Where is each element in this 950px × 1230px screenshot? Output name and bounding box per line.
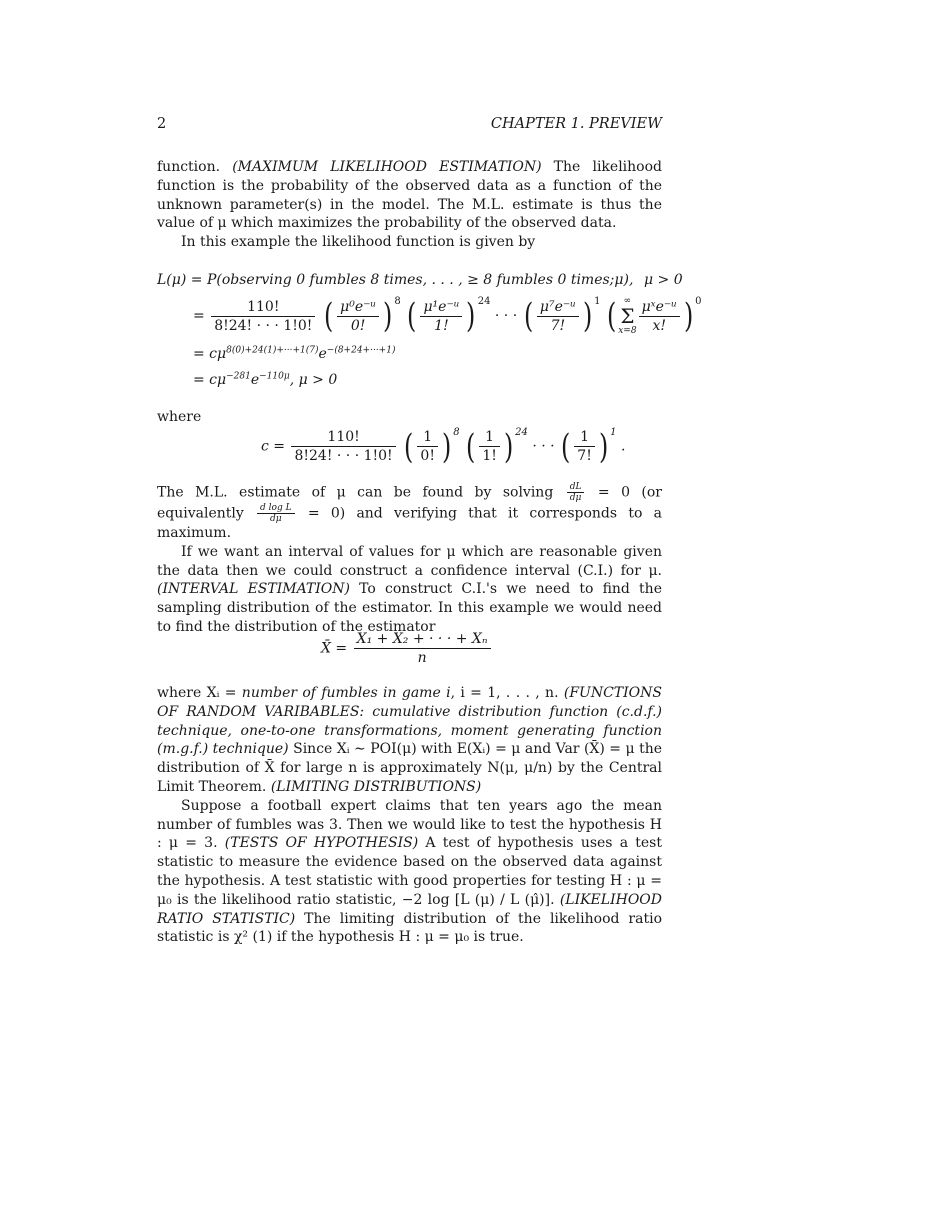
topic-tag: (TESTS OF HYPOTHESIS) [224,835,419,852]
running-header [157,116,662,136]
likelihood-line-3: = $c\mu^{8(0)+24(1)+\cdot\cdot\cdot+1(7)}e^{-(8+24+\cdot\cdot\cdot+1)}$ [193,345,396,362]
paragraph-interval-estimation: If we want an interval of values for μ which are reasonable given the data then we could construct a confidence interval (C.I.) for μ. (INTERVAL ESTIMATION) To construct C.I.'s we need to find the sampling distribution of the estimator. In this example we would need to find the distribution of the estimator [157,543,662,635]
paragraph-functions: where Xᵢ = number of fumbles in game i, i = 1, . . . , n. (FUNCTIONS OF RANDOM VARIBABLES: cumulative distribution function (c.d.f.) technique, one-to-one transformations, moment generating function (m.g.f.) technique) Since Xᵢ ∼ POI(μ) with E(Xᵢ) = μ and Var (X̄) = μ the distribution of X̄ for large n is approximately N(μ, μ/n) by the Central Limit Theorem. (LIMITING DISTRIBUTIONS) Suppose a football expert claims that ten years ago the mean number of fumbles was 3. Then we would like to test the hypothesis H : μ = 3. (TESTS OF HYPOTHESIS) A test of hypothesis uses a test statistic to measure the evidence based on the observed data against the hypothesis. A test statistic with good properties for testing H : μ = μ₀ is the likelihood ratio statistic, −2 log [L (μ) / L (μ̂)]. (LIKELIHOOD RATIO STATISTIC) The limiting distribution of the likelihood ratio statistic is χ² (1) if the hypothesis H : μ = μ₀ is true. [157,685,662,946]
paragraph-ml-solve: The M.L. estimate of μ can be found by solving $\frac{dL}{d\mu}$ = 0 (or equivalently $\frac{\text{d log L}}{d\mu}$ = 0) and verifying that it corresponds to a maximum. If we want an interval of values for μ which are reasonable given the data then we could construct a confidence interval (C.I.) for μ. (INTERVAL ESTIMATION) To construct C.I.'s we need to find the sampling distribution of the estimator. In this example we would need to find the distribution of the estimator [157,482,662,635]
constant-c-equation: c = $\frac{110!}{8!24! \cdot \cdot \cdot 1!0!}$ ( $\frac{1}{0!}$ ) $^8$ ( $\frac{1}{1!}$ ) $^{24}$ · · · ( $\frac{1}{7!}$ ) $^1$ . [261,426,626,467]
paragraph-hypothesis: Suppose a football expert claims that ten years ago the mean number of fumbles was 3. Then we would like to test the hypothesis H : μ = 3. (TESTS OF HYPOTHESIS) A test of hypothesis uses a test statistic to measure the evidence based on the observed data against the hypothesis. A test statistic with good properties for testing H : μ = μ₀ is the likelihood ratio statistic, −2 log [L (μ) / L (μ̂)]. (LIKELIHOOD RATIO STATISTIC) The limiting distribution of the likelihood ratio statistic is χ² (1) if the hypothesis H : μ = μ₀ is true. [157,797,662,946]
likelihood-condition: μ > 0 [644,272,683,288]
likelihood-line-4: = $c\mu^{-281}e^{-110\mu}$, μ > 0 [193,371,338,388]
topic-tag: (INTERVAL ESTIMATION) [157,581,350,598]
topic-tag: (LIKELIHOOD RATIO STATISTIC) [157,891,662,927]
likelihood-lhs: L(μ) = P(observing 0 fumbles 8 times, . . . , ≥ 8 fumbles 0 times;μ), [157,272,634,288]
topic-tag: (MAXIMUM LIKELIHOOD ESTIMATION) [232,159,542,175]
text: The likelihood function is the probability of the observed data as a function of the unknown parameter(s) in the model. The M.L. estimate is thus the value of μ which maximizes the probability of the observed data. [157,159,662,232]
paragraph-intro-likelihood: In this example the likelihood function is given by [181,234,536,251]
topic-tag: (LIMITING DISTRIBUTIONS) [270,778,482,795]
text: function. [157,159,233,175]
xbar-equation: X̄ = $\frac{\text{X₁ + X₂ + · · · + Xₙ}}{n}$ [321,630,493,667]
topic-tag: (FUNCTIONS OF RANDOM VARIBABLES: cumulative distribution function (c.d.f.) technique, one-to-one transformations, moment generating function (m.g.f.) technique) [157,685,662,758]
page-number: 2 [157,116,167,132]
chapter-title: CHAPTER 1. PREVIEW [490,116,662,132]
likelihood-line-2: = $\frac{110!}{8!24! \cdot \cdot \cdot 1!0!}$ ( $\frac{\text{μ⁰e⁻ᵘ}}{0!}$ ) $^8$ ( $\frac{\text{μ¹e⁻ᵘ}}{1!}$ ) $^{24}$ · · · ( $\frac{\text{μ⁷e⁻ᵘ}}{7!}$ ) $^1$ ( ∞ Σ x=8 $\frac{\text{μˣe⁻ᵘ}}{x!}$ ) $^0$ [193,296,702,336]
where-label: where [157,409,202,425]
paragraph-ml-estimation [157,158,662,252]
